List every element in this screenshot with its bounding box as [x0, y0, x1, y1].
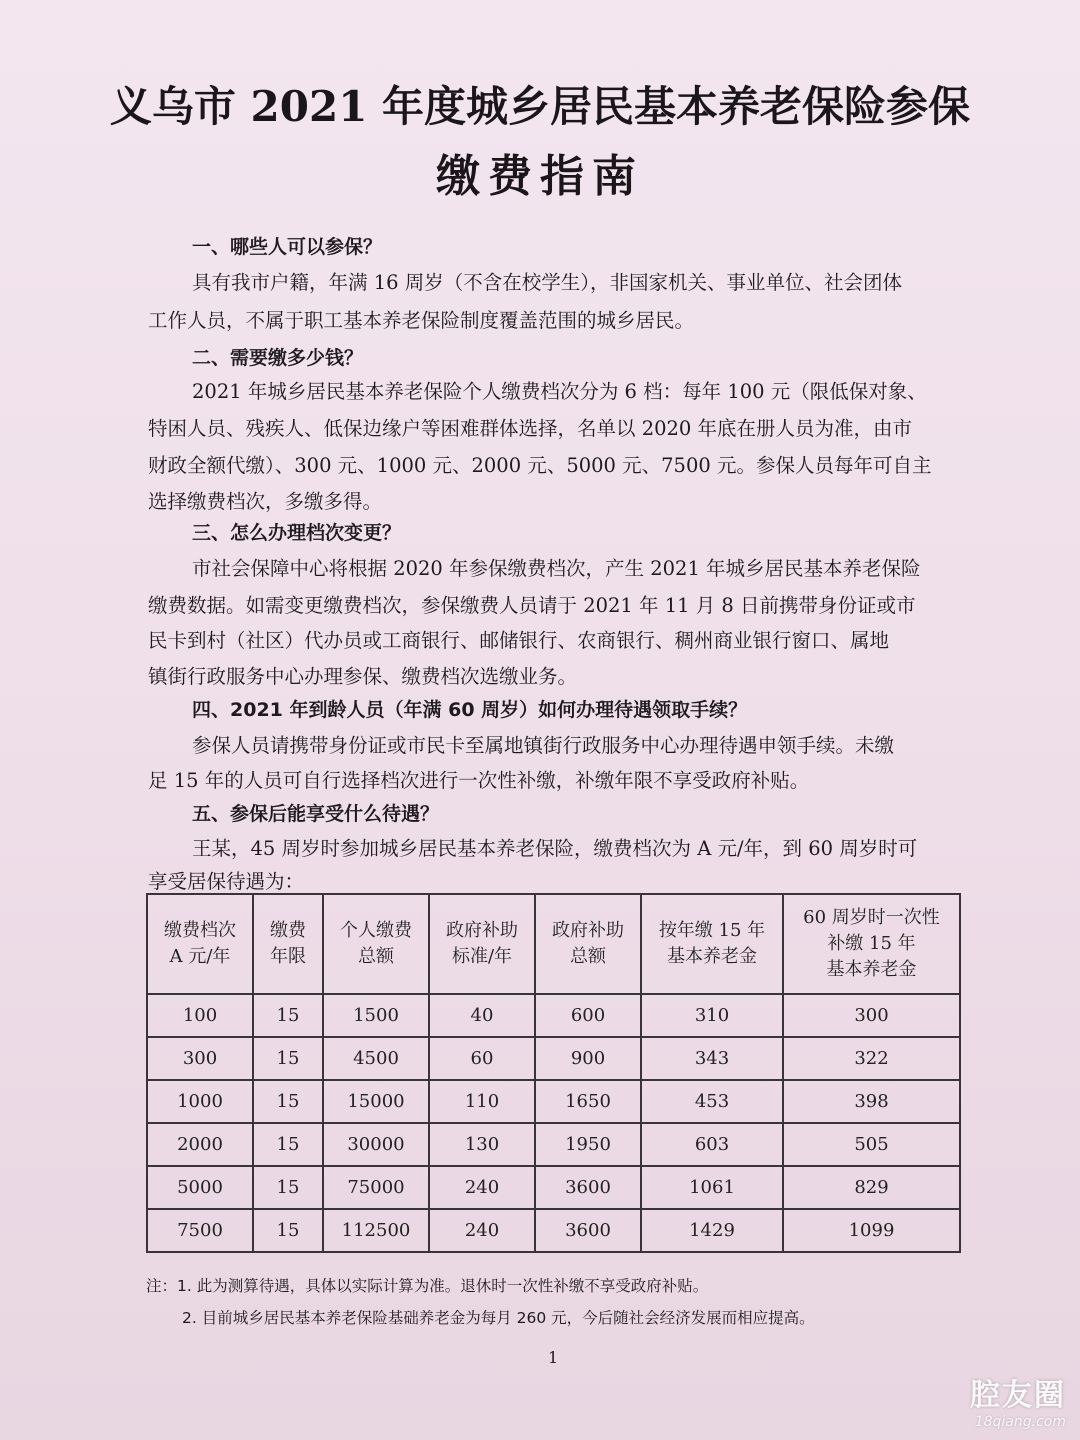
- table-row: [147, 1209, 960, 1252]
- table-cell: 240: [429, 1166, 535, 1209]
- pension-table: [146, 893, 961, 1253]
- section-4-line-2: 足 15 年的人员可自行选择档次进行一次性补缴，补缴年限不享受政府补贴。: [148, 769, 810, 792]
- table-cell: 1650: [535, 1080, 641, 1123]
- table-cell: 1429: [641, 1209, 783, 1252]
- table-cell: 300: [783, 994, 960, 1037]
- table-cell: 2000: [147, 1123, 253, 1166]
- table-cell: 240: [429, 1209, 535, 1252]
- table-cell: 15: [253, 994, 323, 1037]
- table-cell: 112500: [323, 1209, 429, 1252]
- table-cell: 310: [641, 994, 783, 1037]
- table-header-row: [147, 894, 960, 994]
- table-cell: 3600: [535, 1166, 641, 1209]
- header-cell: 缴费 年限: [253, 894, 323, 994]
- header-cell: 按年缴 15 年 基本养老金: [641, 894, 783, 994]
- table-cell: 322: [783, 1037, 960, 1080]
- section-3-heading: 三、怎么办理档次变更？: [192, 522, 402, 544]
- table-cell: 15: [253, 1037, 323, 1080]
- table-cell: 900: [535, 1037, 641, 1080]
- table-cell: 15: [253, 1209, 323, 1252]
- section-2-line-2: 特困人员、残疾人、低保边缘户等困难群体选择，名单以 2020 年底在册人员为准，由市: [148, 417, 913, 440]
- table-row: [147, 994, 960, 1037]
- table-row: [147, 1037, 960, 1080]
- section-5-line-1: 王某，45 周岁时参加城乡居民基本养老保险，缴费档次为 A 元/年，到 60 周岁时可: [192, 837, 918, 860]
- table-cell: 40: [429, 994, 535, 1037]
- section-5-line-2: 享受居保待遇为：: [148, 870, 305, 893]
- section-1-line-1: 具有我市户籍，年满 16 周岁（不含在校学生），非国家机关、事业单位、社会团体: [192, 271, 902, 294]
- table-cell: 1950: [535, 1123, 641, 1166]
- table-cell: 15: [253, 1080, 323, 1123]
- table-cell: 603: [641, 1123, 783, 1166]
- table-cell: 600: [535, 994, 641, 1037]
- table-row: [147, 1166, 960, 1209]
- section-3-line-4: 镇街行政服务中心办理参保、缴费档次选缴业务。: [148, 665, 578, 688]
- table-cell: 15000: [323, 1080, 429, 1123]
- table-cell: 829: [783, 1166, 960, 1209]
- table-cell: 343: [641, 1037, 783, 1080]
- section-2-heading: 二、需要缴多少钱？: [192, 347, 364, 369]
- table-cell: 1500: [323, 994, 429, 1037]
- table-cell: 1000: [147, 1080, 253, 1123]
- note-1: 注：1. 此为测算待遇，具体以实际计算为准。退休时一次性补缴不享受政府补贴。: [146, 1277, 709, 1295]
- document-title-line1: 义乌市 2021 年度城乡居民基本养老保险参保: [109, 82, 971, 131]
- table-cell: 1061: [641, 1166, 783, 1209]
- note-2: 2. 目前城乡居民基本养老保险基础养老金为每月 260 元，今后随社会经济发展而相应提高。: [182, 1309, 815, 1327]
- section-2-line-1: 2021 年城乡居民基本养老保险个人缴费档次分为 6 档：每年 100 元（限低保对象、: [192, 380, 927, 403]
- table-cell: 3600: [535, 1209, 641, 1252]
- section-1-heading: 一、哪些人可以参保？: [192, 236, 383, 258]
- table-cell: 505: [783, 1123, 960, 1166]
- table-cell: 300: [147, 1037, 253, 1080]
- table-cell: 398: [783, 1080, 960, 1123]
- section-2-line-3: 财政全额代缴）、300 元、1000 元、2000 元、5000 元、7500 元。参保人员每年可自主: [148, 454, 932, 477]
- table-cell: 1099: [783, 1209, 960, 1252]
- section-4-line-1: 参保人员请携带身份证或市民卡至属地镇街行政服务中心办理待遇申领手续。未缴: [192, 734, 895, 757]
- section-3-line-2: 缴费数据。如需变更缴费档次，参保缴费人员请于 2021 年 11 月 8 日前携带身份证或市: [148, 594, 916, 617]
- table-cell: 130: [429, 1123, 535, 1166]
- table-row: [147, 1123, 960, 1166]
- watermark-url: 18qiang.com: [974, 1414, 1066, 1430]
- table-cell: 453: [641, 1080, 783, 1123]
- table-cell: 15: [253, 1166, 323, 1209]
- table-cell: 75000: [323, 1166, 429, 1209]
- section-5-heading: 五、参保后能享受什么待遇？: [192, 803, 440, 825]
- header-cell: 60 周岁时一次性 补缴 15 年 基本养老金: [783, 894, 960, 994]
- header-cell: 政府补助 标准/年: [429, 894, 535, 994]
- table-cell: 7500: [147, 1209, 253, 1252]
- header-cell: 政府补助 总额: [535, 894, 641, 994]
- table-row: [147, 1080, 960, 1123]
- table-cell: 30000: [323, 1123, 429, 1166]
- section-3-line-3: 民卡到村（社区）代办员或工商银行、邮储银行、农商银行、稠州商业银行窗口、属地: [148, 629, 890, 652]
- table-cell: 100: [147, 994, 253, 1037]
- table-cell: 110: [429, 1080, 535, 1123]
- header-cell: 个人缴费 总额: [323, 894, 429, 994]
- table-cell: 4500: [323, 1037, 429, 1080]
- section-2-line-4: 选择缴费档次，多缴多得。: [148, 490, 383, 513]
- table-cell: 60: [429, 1037, 535, 1080]
- section-4-heading: 四、2021 年到龄人员（年满 60 周岁）如何办理待遇领取手续？: [192, 699, 748, 721]
- table-cell: 5000: [147, 1166, 253, 1209]
- header-cell: 缴费档次 A 元/年: [147, 894, 253, 994]
- document-title-line2: 缴费指南: [436, 151, 644, 202]
- section-3-line-1: 市社会保障中心将根据 2020 年参保缴费档次，产生 2021 年城乡居民基本养老保险: [192, 557, 921, 580]
- section-1-line-2: 工作人员，不属于职工基本养老保险制度覆盖范围的城乡居民。: [148, 309, 695, 332]
- page-number: 1: [548, 1348, 559, 1367]
- table-cell: 15: [253, 1123, 323, 1166]
- watermark-brand: 腔友圈: [970, 1378, 1066, 1413]
- watermark: [916, 1370, 1066, 1432]
